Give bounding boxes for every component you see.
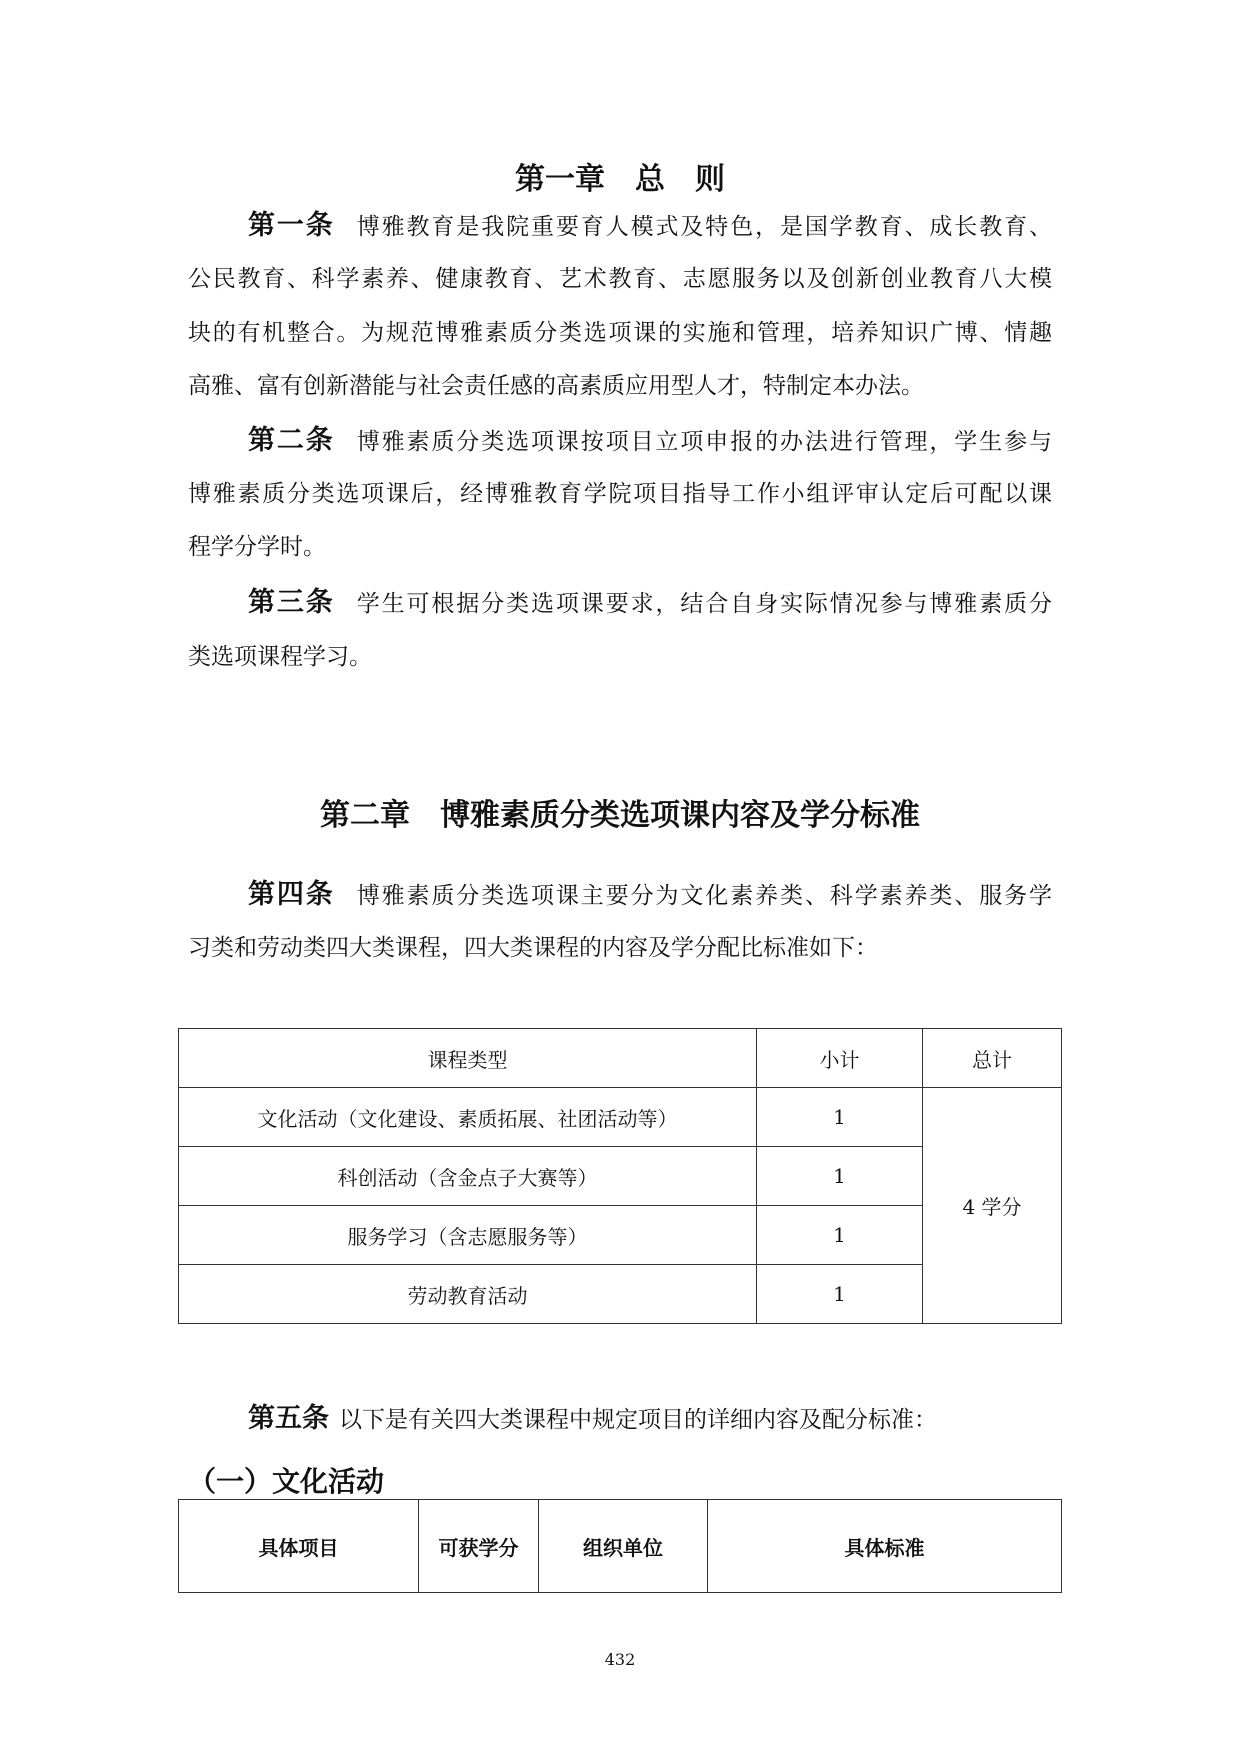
article-text: 博雅素质分类选项课按项目立项申报的办法进行管理，学生参与 [356,429,1053,455]
cultural-activities-table [178,1499,1062,1593]
header-course-type: 课程类型 [179,1029,757,1088]
header-subtotal: 小计 [757,1029,923,1088]
section-title-cultural-activities: （一）文化活动 [188,1465,385,1498]
article-4-line [248,880,1052,910]
course-type-cell: 劳动教育活动 [179,1265,757,1324]
article-3-line [248,588,1052,618]
article-1-line: 公民教育、科学素养、健康教育、艺术教育、志愿服务以及创新创业教育八大模 [188,266,1052,292]
article-4-label: 第四条 [248,879,335,910]
credit-standard-table [178,1028,1062,1324]
table-header-row [179,1029,1062,1088]
page-number: 432 [604,1650,636,1669]
chapter-2-title: 第二章 博雅素质分类选项课内容及学分标准 [320,798,920,833]
header-total: 总计 [923,1029,1062,1088]
course-type-cell: 服务学习（含志愿服务等） [179,1206,757,1265]
header-item: 具体项目 [179,1500,419,1593]
article-1-line [248,211,1052,241]
header-credits: 可获学分 [419,1500,539,1593]
article-1-label: 第一条 [248,210,335,241]
table-header-row [179,1500,1062,1593]
subtotal-cell: 1 [757,1088,923,1147]
article-3-line: 类选项课程学习。 [188,644,372,670]
article-2-line: 程学分学时。 [188,534,326,560]
article-text: 博雅教育是我院重要育人模式及特色，是国学教育、成长教育、 [356,214,1053,240]
course-type-cell: 科创活动（含金点子大赛等） [179,1147,757,1206]
table-row [179,1088,1062,1147]
article-text: 学生可根据分类选项课要求，结合自身实际情况参与博雅素质分 [356,591,1053,617]
subtotal-cell: 1 [757,1265,923,1324]
article-1-line: 高雅、富有创新潜能与社会责任感的高素质应用型人才，特制定本办法。 [188,373,924,399]
total-cell: 4 学分 [923,1088,1062,1324]
article-2-label: 第二条 [248,425,335,456]
article-3-label: 第三条 [248,587,335,618]
header-standard: 具体标准 [708,1500,1062,1593]
subtotal-cell: 1 [757,1147,923,1206]
article-2-line: 博雅素质分类选项课后，经博雅教育学院项目指导工作小组评审认定后可配以课 [188,481,1052,507]
article-text: 博雅素质分类选项课主要分为文化素养类、科学素养类、服务学 [356,883,1053,909]
header-organizer: 组织单位 [539,1500,708,1593]
chapter-1-title: 第一章 总 则 [515,162,725,197]
article-2-line [248,426,1052,456]
article-5-label: 第五条 [248,1403,329,1434]
article-1-line: 块的有机整合。为规范博雅素质分类选项课的实施和管理，培养知识广博、情趣 [188,320,1052,346]
course-type-cell: 文化活动（文化建设、素质拓展、社团活动等） [179,1088,757,1147]
article-text: 以下是有关四大类课程中规定项目的详细内容及配分标准： [339,1407,937,1433]
subtotal-cell: 1 [757,1206,923,1265]
article-4-line: 习类和劳动类四大类课程，四大类课程的内容及学分配比标准如下： [188,935,878,961]
article-5-line [248,1404,1052,1434]
